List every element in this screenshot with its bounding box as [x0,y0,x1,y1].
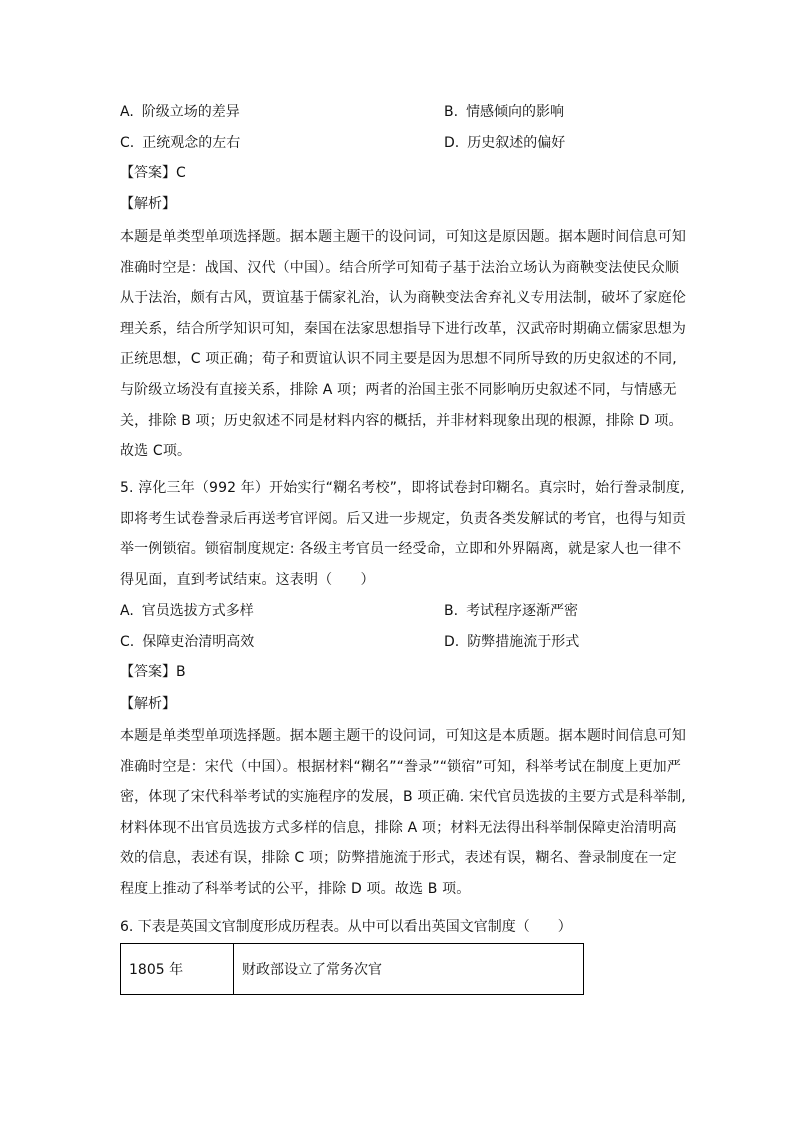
option-key: D. [444,135,460,151]
option-key: A. [120,104,134,120]
analysis-line: 密，体现了宋代科举考试的实施程序的发展，B 项正确. 宋代官员选拔的主要方式是科举制, [120,789,686,806]
analysis-line: 材料体现不出官员选拔方式多样的信息，排除 A 项；材料无法得出科举制保障吏治清明高 [120,819,677,836]
analysis-line: 从于法治，颇有古风，贾谊基于儒家礼治，认为商鞅变法舍弃礼义专用法制，破坏了家庭伦 [120,290,686,307]
q5-option-a [120,601,254,621]
analysis-line: 故选 C项。 [120,443,192,460]
option-text: 考试程序逐渐严密 [466,603,579,619]
analysis-line: 准确时空是：战国、汉代（中国）。结合所学可知荀子基于法治立场认为商鞅变法使民众顺 [120,259,679,276]
table-cell-event: 财政部设立了常务次官 [234,944,584,995]
option-text: 历史叙述的偏好 [467,135,566,151]
q5-stem [120,473,686,595]
analysis-line: 本题是单类型单项选择题。据本题主题干的设问词，可知这是原因题。据本题时间信息可知 [120,229,686,245]
q6-stem: 6. 下表是英国文官制度形成历程表。从中可以看出英国文官制度（ ） [120,919,572,935]
option-key: A. [120,603,134,619]
q5-analysis-label: 【解析】 [120,696,176,712]
q4-option-a [120,102,240,122]
q5-option-c [120,632,254,652]
stem-line: 得见面，直到考试结束。这表明（ ） [120,571,375,588]
option-text: 保障吏治清明高效 [142,634,255,650]
stem-line: 5. 淳化三年（992 年）开始实行“糊名考校”，即将试卷封印糊名。真宗时，始行誊录制度, [120,480,685,496]
option-key: C. [120,634,135,650]
q5-analysis-paragraph [120,721,686,905]
q5-option-b [444,601,578,621]
option-key: D. [444,634,460,650]
option-text: 情感倾向的影响 [466,104,565,120]
analysis-line: 本题是单类型单项选择题。据本题主题干的设问词，可知这是本质题。据本题时间信息可知 [120,728,686,744]
q5-option-d [444,632,579,652]
q6-timeline-table [120,943,584,995]
q4-option-d [444,133,565,153]
q4-option-b [444,102,564,122]
table-row [121,944,584,995]
option-key: B. [444,104,459,120]
analysis-line: 效的信息，表述有误，排除 C 项；防弊措施流于形式，表述有误，糊名、誊录制度在一定 [120,850,677,867]
q4-analysis-paragraph [120,222,686,467]
analysis-line: 程度上推动了科举考试的公平，排除 D 项。故选 B 项。 [120,880,471,897]
stem-line: 举一例锁宿。锁宿制度规定: 各级主考官员一经受命，立即和外界隔离，就是家人也一律不 [120,541,682,558]
table-cell-year: 1805 年 [121,944,234,995]
q4-analysis-label: 【解析】 [120,196,176,212]
option-key: C. [120,135,135,151]
analysis-line: 准确时空是：宋代（中国）。根据材料“糊名”“誊录”“锁宿”可知，科举考试在制度上更加严 [120,758,681,775]
q4-answer: 【答案】C [120,165,186,181]
option-text: 阶级立场的差异 [141,104,240,120]
option-text: 防弊措施流于形式 [467,634,580,650]
analysis-line: 理关系，结合所学知识可知，秦国在法家思想指导下进行改革，汉武帝时期确立儒家思想为 [120,320,686,337]
option-text: 正统观念的左右 [142,135,241,151]
analysis-line: 正统思想，C 项正确；荀子和贾谊认识不同主要是因为思想不同所导致的历史叙述的不同, [120,351,677,368]
q4-option-c [120,133,240,153]
stem-line: 即将考生试卷誊录后再送考官评阅。后又进一步规定，负责各类发解试的考官，也得与知贡 [120,510,686,527]
analysis-line: 关，排除 B 项；历史叙述不同是材料内容的概括，并非材料现象出现的根源，排除 D 项。 [120,412,683,429]
q5-answer: 【答案】B [120,664,186,680]
analysis-line: 与阶级立场没有直接关系，排除 A 项；两者的治国主张不同影响历史叙述不同，与情感无 [120,381,677,398]
option-text: 官员选拔方式多样 [141,603,254,619]
option-key: B. [444,603,459,619]
